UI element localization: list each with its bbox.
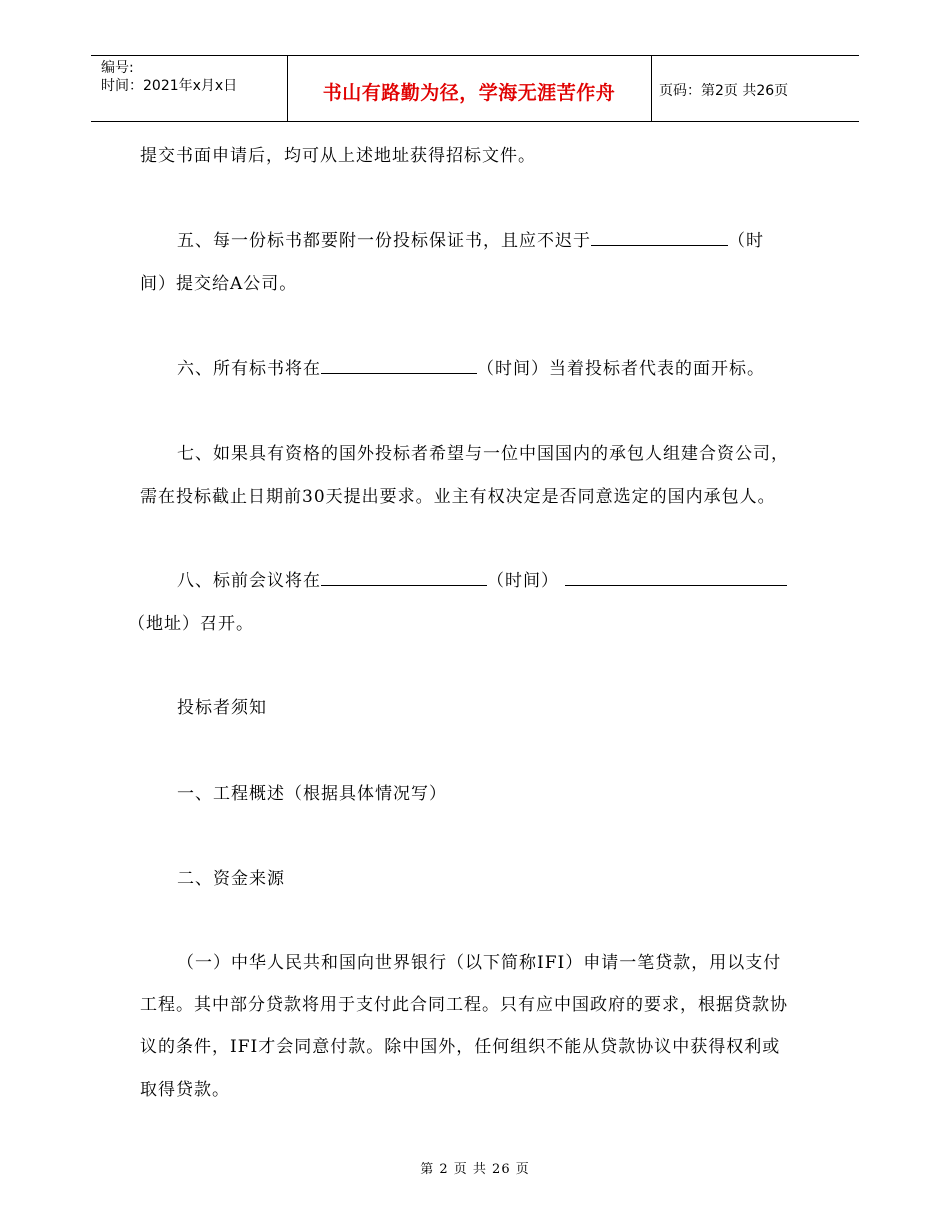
page-footer: 第 2 页 共 26 页 xyxy=(420,1162,530,1177)
header-page-code: 页码：第2页 共26页 xyxy=(659,83,789,99)
item-7-line-2: 需在投标截止日期前30天提出要求。业主有权决定是否同意选定的国内承包人。 xyxy=(140,487,776,507)
item-8-address-blank xyxy=(565,569,787,586)
para-1-line-2: 工程。其中部分贷款将用于支付此合同工程。只有应中国政府的要求，根据贷款协 xyxy=(140,995,788,1015)
item-8-line-2: （地址）召开。 xyxy=(128,614,254,634)
item-5-line-2: 间）提交给A公司。 xyxy=(140,274,298,294)
item-5-line-1 xyxy=(177,224,857,258)
header-bottom-rule xyxy=(91,121,859,122)
header-top-rule xyxy=(91,55,859,56)
item-6-suffix: （时间）当着投标者代表的面开标。 xyxy=(477,359,765,379)
item-8-time-blank xyxy=(321,569,487,586)
section-1-heading: 一、工程概述（根据具体情况写） xyxy=(177,784,447,804)
header-motto: 书山有路勤为径，学海无涯苦作舟 xyxy=(322,82,616,104)
item-6 xyxy=(177,352,857,386)
doc-number-label: 编号: xyxy=(101,60,134,76)
header-divider-right xyxy=(651,55,652,121)
item-8-text: 八、标前会议将在 xyxy=(177,571,321,591)
para-1-line-1: （一）中华人民共和国向世界银行（以下简称IFI）申请一笔贷款，用以支付 xyxy=(177,953,782,973)
item-5-suffix: （时 xyxy=(728,231,764,251)
item-5-text: 五、每一份标书都要附一份投标保证书，且应不迟于 xyxy=(177,231,591,251)
para-1-line-4: 取得贷款。 xyxy=(140,1080,230,1100)
para-1-line-3: 议的条件，IFI才会同意付款。除中国外，任何组织不能从贷款协议中获得权利或 xyxy=(140,1037,781,1057)
item-7-line-1: 七、如果具有资格的国外投标者希望与一位中国国内的承包人组建合资公司， xyxy=(177,444,789,464)
item-5-time-blank xyxy=(591,229,728,246)
doc-time-label: 时间：2021年x月x日 xyxy=(101,78,238,94)
body-line-1: 提交书面申请后，均可从上述地址获得招标文件。 xyxy=(140,146,536,166)
section-2-heading: 二、资金来源 xyxy=(177,869,285,889)
item-6-text: 六、所有标书将在 xyxy=(177,359,321,379)
item-8-time-label: （时间） xyxy=(487,571,559,591)
item-8-line-1 xyxy=(177,564,857,598)
heading-bidder-notice: 投标者须知 xyxy=(177,698,267,718)
item-6-time-blank xyxy=(321,357,477,374)
